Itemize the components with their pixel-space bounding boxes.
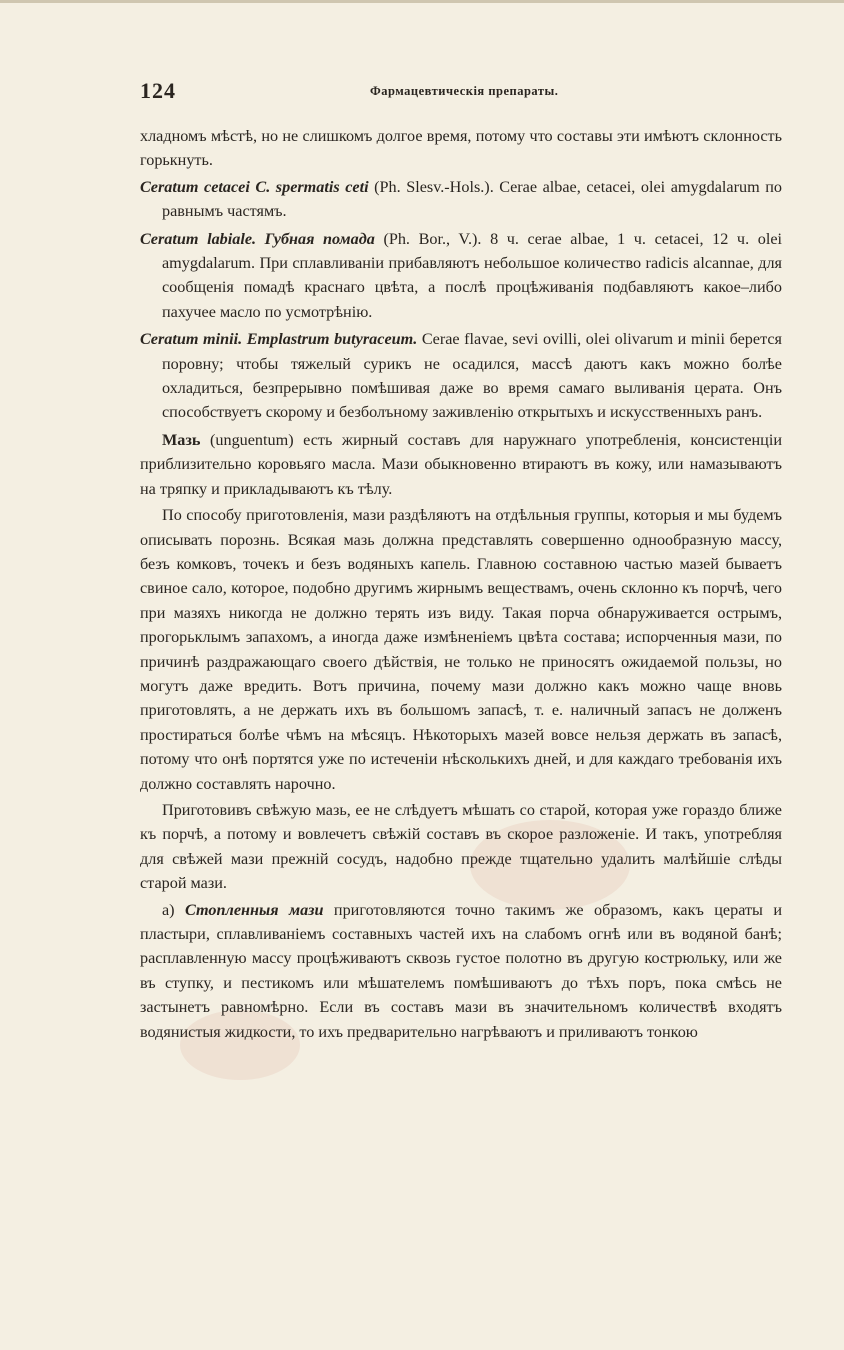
paragraph-text: (Ph. Bor., V.). 8 ч. cerae albae, 1 ч. cetacei, 12 ч. olei amygdalarum. При сплавливаніи прибавляютъ небольшое количество radicis alcannae, для сообщенія помадѣ краснаго цвѣта, а послѣ процѣживанія подбавляютъ какое–либо пахучее масло по усмотрѣнію. xyxy=(162,229,782,321)
entry-heading: Ceratum minii. Emplastrum butyraceum. xyxy=(140,330,418,349)
paragraph xyxy=(140,124,782,173)
running-title: Фармацевтическія препараты. xyxy=(370,84,559,98)
paragraph-melted-ointments xyxy=(140,898,782,1044)
paragraph xyxy=(140,798,782,896)
paragraph-maz-definition xyxy=(140,428,782,501)
section-term: Мазь xyxy=(162,430,201,449)
page-edge xyxy=(0,0,844,3)
paragraph-text: Cerae flavae, sevi ovilli, olei olivarum и minii берется поровну; чтобы тяжелый сурикъ не осадился, массѣ даютъ какъ можно болѣе охладиться, безпрерывно помѣшивая даже во время самаго выливанія церата. Онъ способствуетъ скорому и безболъному заживленію открытыхъ и искусственныхъ ранъ. xyxy=(162,330,782,422)
page-header xyxy=(140,78,780,108)
paragraph-text: хладномъ мѣстѣ, но не слишкомъ долгое время, потому что составы эти имѣютъ склонность горькнуть. xyxy=(140,127,782,170)
paragraph-text: (unguentum) есть жирный составъ для наружнаго употребленія, консистенціи приблизительно коровьяго масла. Мази обыкновенно втираютъ въ кожу, или намазываютъ на тряпку и прикладываютъ къ тѣлу. xyxy=(140,430,782,498)
paragraph-text: приготовляются точно такимъ же образомъ, какъ цераты и пластыри, сплавливаніемъ составныхъ частей ихъ на слабомъ огнѣ или въ водяной банѣ; расплавленную массу процѣживаютъ сквозь густое полотно въ другую кострюльку, или же въ ступку, и пестикомъ или мѣшателемъ помѣшиваютъ до тѣхъ поръ, пока смѣсь не застынетъ равномѣрно. Если въ составъ мази въ значительномъ количествѣ входятъ водянистыя жидкости, то ихъ предварительно нагрѣваютъ и приливаютъ тонкою xyxy=(140,900,783,1041)
page-number: 124 xyxy=(140,78,176,103)
paragraph-text: По способу приготовленія, мази раздѣляютъ на отдѣльныя группы, которыя и мы будемъ описывать порознь. Всякая мазь должна представлять совершенно однообразную массу, безъ комковъ, точекъ и безъ водяныхъ капель. Главною составною частью мазей бываетъ свиное сало, которое, подобно другимъ жирнымъ веществамъ, очень склонно къ порчѣ, чего при мазяхъ никогда не должно терять изъ виду. Такая порча обнаруживается острымъ, прогорьклымъ запахомъ, а иногда даже измѣненіемъ цвѣта состава; испорченныя мази, по причинѣ раздражающаго своего дѣйствія, не только не приносятъ ожидаемой пользы, но могутъ даже вредить. Вотъ причина, почему мази должно какъ можно чаще вновь приготовлять, а не держать ихъ въ большомъ запасѣ, т. е. наличный запасъ не долженъ простираться болѣе чѣмъ на мѣсяцъ. Нѣкоторыхъ мазей вовсе нельзя держать въ запасѣ, потому что онѣ портятся уже по истеченіи нѣсколькихъ дней, и для каждаго требованія ихъ должно составлять нарочно. xyxy=(140,506,782,793)
body-text xyxy=(140,124,782,1046)
paragraph xyxy=(140,503,782,796)
paragraph-ceratum-minii xyxy=(140,327,782,425)
paragraph-text: (Ph. Slesv.-Hols.). Cerae albae, cetacei, olei amygdalarum по равнымъ частямъ. xyxy=(162,177,782,221)
entry-heading: Стопленныя мази xyxy=(185,900,324,919)
entry-heading: Ceratum labiale. Губная помада xyxy=(140,229,375,248)
paragraph-ceratum-labiale xyxy=(140,227,782,325)
paragraph-ceratum-cetacei xyxy=(140,175,782,224)
entry-heading: Ceratum cetacei C. spermatis ceti xyxy=(140,177,369,196)
paragraph-text: Приготовивъ свѣжую мазь, ее не слѣдуетъ мѣшать со старой, которая уже гораздо ближе къ порчѣ, а потому и вовлечетъ свѣжій составъ въ скорое разложеніе. И такъ, употребляя для свѣжей мази прежній сосудъ, надобно прежде тщательно удалить малѣйшіе слѣды старой мази. xyxy=(140,800,782,893)
list-marker: a) xyxy=(162,900,186,919)
